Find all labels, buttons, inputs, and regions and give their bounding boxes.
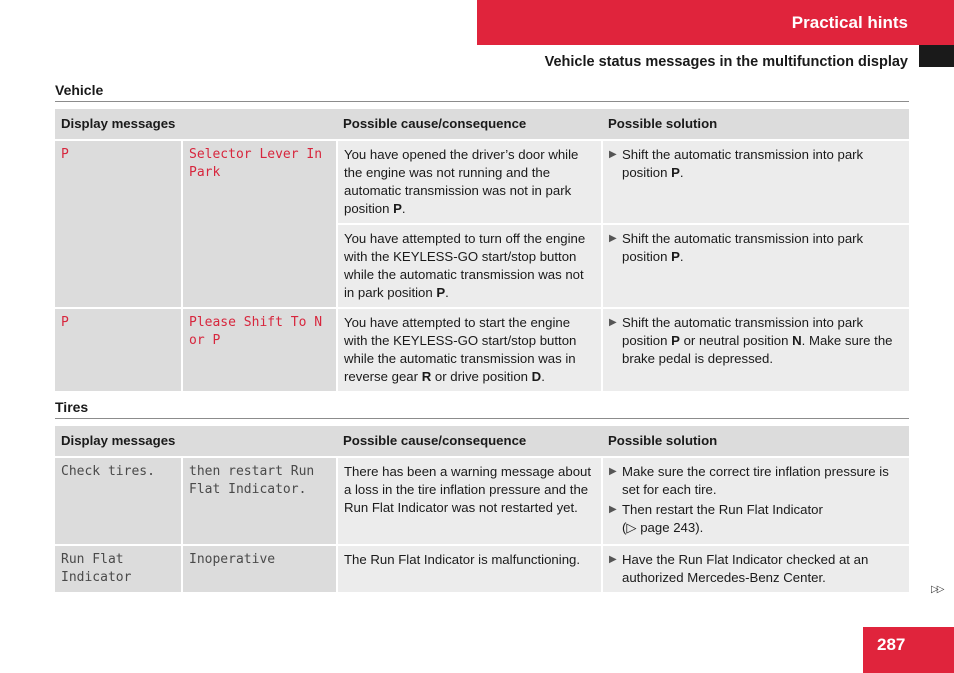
display-message: Selector Lever In Park <box>182 140 337 308</box>
bullet-arrow-icon: ▶ <box>609 504 617 515</box>
cause-cell: You have attempted to start the engine with the KEYLESS-GO start/stop button while the automatic transmission was in reverse gear R or drive position D. <box>337 308 602 391</box>
page-reference[interactable]: (▷ page 243). <box>622 520 704 535</box>
bullet-arrow-icon: ▶ <box>609 233 617 244</box>
cause-cell: There has been a warning message about a loss in the tire inflation pressure and the Run Flat Indicator was not restarted yet. <box>337 457 602 545</box>
continue-arrows-icon: ▷▷ <box>931 584 943 595</box>
vehicle-section-label: Vehicle <box>55 82 104 98</box>
column-header: Display messages <box>55 109 337 140</box>
bullet-arrow-icon: ▶ <box>609 554 617 565</box>
solution-cell: ▶ Shift the automatic transmission into park position P or neutral position N. Make sure the brake pedal is depressed. <box>602 308 909 391</box>
column-header: Possible solution <box>602 109 909 140</box>
display-message: then restart Run Flat Indicator. <box>182 457 337 545</box>
table-row <box>55 140 909 224</box>
solution-cell: ▶ Make sure the correct tire inflation pressure is set for each tire. ▶ Then restart the Run Flat Indicator (▷ page 243). <box>602 457 909 545</box>
thumb-tab <box>919 45 954 67</box>
display-message: Inoperative <box>182 545 337 592</box>
tires-table <box>55 426 909 592</box>
display-message: Please Shift To N or P <box>182 308 337 391</box>
bullet-arrow-icon: ▶ <box>609 149 617 160</box>
table-row <box>55 545 909 592</box>
section-title: Practical hints <box>791 13 908 32</box>
column-header: Possible cause/consequence <box>337 426 602 457</box>
column-header: Possible cause/consequence <box>337 109 602 140</box>
bullet-arrow-icon: ▶ <box>609 317 617 328</box>
table-header-row <box>55 426 909 457</box>
solution-cell: ▶ Shift the automatic transmission into park position P. <box>602 140 909 224</box>
table-row <box>55 457 909 545</box>
cause-cell: The Run Flat Indicator is malfunctioning. <box>337 545 602 592</box>
column-header: Possible solution <box>602 426 909 457</box>
tires-section-label: Tires <box>55 399 89 415</box>
header-bar <box>477 0 954 45</box>
section-divider <box>55 101 909 102</box>
cause-cell: You have attempted to turn off the engine with the KEYLESS-GO start/stop button while the automatic transmission was not in park position P. <box>337 224 602 308</box>
display-code: Run Flat Indicator <box>55 545 182 592</box>
cause-cell: You have opened the driver’s door while the engine was not running and the automatic transmission was not in park position P. <box>337 140 602 224</box>
display-code: Check tires. <box>55 457 182 545</box>
page-number: 287 <box>877 635 906 654</box>
page-subtitle: Vehicle status messages in the multifunction display <box>544 54 908 70</box>
bullet-arrow-icon: ▶ <box>609 466 617 477</box>
table-row <box>55 308 909 391</box>
display-code: P <box>55 308 182 391</box>
table-header-row <box>55 109 909 140</box>
page-number-box <box>863 627 954 673</box>
display-code: P <box>55 140 182 308</box>
solution-cell: ▶ Have the Run Flat Indicator checked at an authorized Mercedes-Benz Center. <box>602 545 909 592</box>
solution-cell: ▶ Shift the automatic transmission into park position P. <box>602 224 909 308</box>
section-divider <box>55 418 909 419</box>
column-header: Display messages <box>55 426 337 457</box>
vehicle-table <box>55 109 909 391</box>
